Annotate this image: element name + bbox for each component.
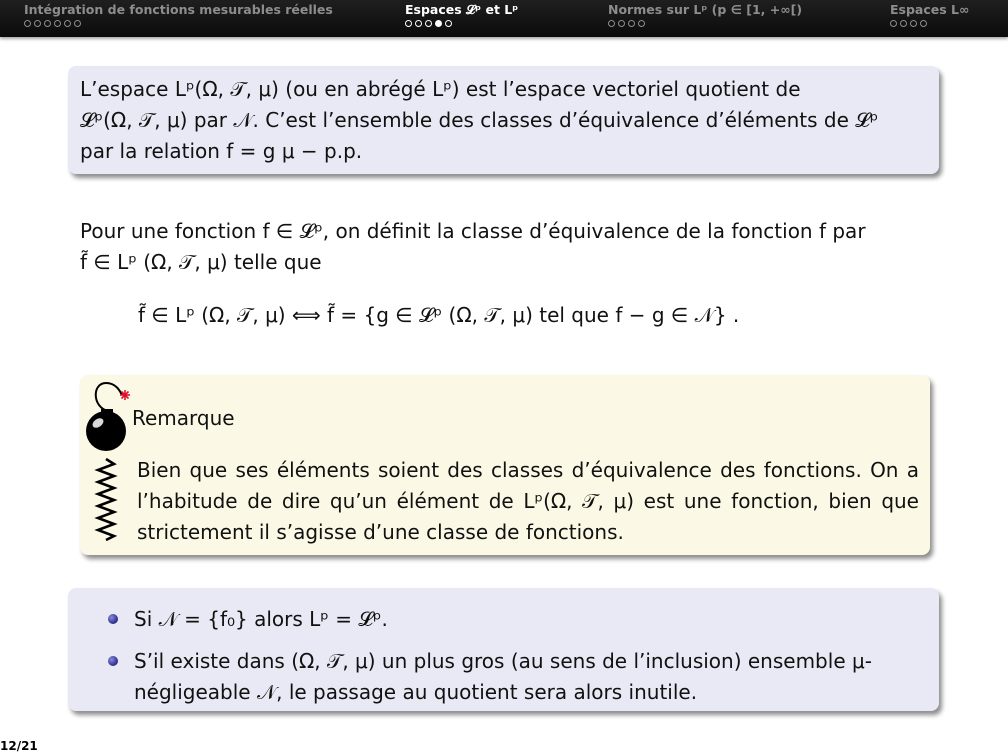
- bullet-list-block: [68, 588, 939, 711]
- list-item-text: S’il existe dans (Ω, 𝒯, μ) un plus gros (au sens de l’inclusion) ensemble μ-négligeable 𝒩, le passage au quotient sera alors inutile.: [134, 649, 872, 704]
- list-item: [108, 646, 908, 708]
- nav-slide-dot[interactable]: [910, 20, 917, 27]
- nav-slide-dot[interactable]: [638, 20, 645, 27]
- nav-section-normes[interactable]: [608, 2, 802, 27]
- nav-section-espaces-linf[interactable]: [890, 2, 969, 27]
- nav-slide-dot[interactable]: [74, 20, 81, 27]
- nav-slide-dot[interactable]: [890, 20, 897, 27]
- nav-slide-dot[interactable]: [64, 20, 71, 27]
- remark-text: Bien que ses éléments soient des classes d’équivalence des fonctions. On a l’habitude de dire qu’un élément de Lᵖ(Ω, 𝒯, μ) est une fonction, bien que strictement il s’agisse d’une classe de fonctions.: [137, 458, 919, 544]
- list-item-text: Si 𝒩 = {f₀} alors Lᵖ = 𝓛ᵖ.: [134, 607, 388, 631]
- nav-slide-dot[interactable]: [415, 20, 422, 27]
- intro-line: f̃ ∈ Lᵖ (Ω, 𝒯, μ) telle que: [80, 250, 322, 274]
- nav-section-title: Normes sur Lᵖ (p ∈ [1, +∞[): [608, 2, 803, 17]
- remark-block: [80, 375, 930, 555]
- nav-current-slide-dot[interactable]: [435, 20, 442, 27]
- bullet-icon: [108, 614, 118, 624]
- nav-section-espaces-lp[interactable]: [405, 2, 518, 27]
- nav-slide-dot[interactable]: [34, 20, 41, 27]
- list-item: [108, 604, 388, 635]
- equivalence-class-equation: f̃ ∈ Lᵖ (Ω, 𝒯, μ) ⟺ f̃ = {g ∈ 𝓛ᵖ (Ω, 𝒯, μ) tel que f − g ∈ 𝒩} .: [138, 303, 740, 327]
- bullet-icon: [108, 656, 118, 666]
- nav-slide-dot[interactable]: [920, 20, 927, 27]
- intro-paragraph: [80, 216, 940, 278]
- remark-title: Remarque: [132, 406, 235, 430]
- definition-text: [80, 74, 932, 167]
- nav-slide-dot[interactable]: [24, 20, 31, 27]
- definition-line: par la relation f = g μ − p.p.: [80, 139, 363, 163]
- nav-slide-dot[interactable]: [44, 20, 51, 27]
- nav-slide-dots: [608, 20, 802, 27]
- definition-block: [68, 66, 939, 174]
- nav-section-integration[interactable]: [24, 2, 333, 27]
- nav-section-title: Espaces L∞: [890, 2, 970, 17]
- nav-slide-dot[interactable]: [445, 20, 452, 27]
- definition-line: L’espace Lᵖ(Ω, 𝒯, μ) (ou en abrégé Lᵖ) est l’espace vectoriel quotient de: [80, 77, 801, 101]
- nav-slide-dots: [24, 20, 333, 27]
- navigation-bar: [0, 0, 1008, 37]
- nav-slide-dot[interactable]: [405, 20, 412, 27]
- nav-slide-dot[interactable]: [628, 20, 635, 27]
- bomb-icon: [82, 373, 132, 545]
- page-number: 12/21: [0, 739, 38, 753]
- nav-slide-dots: [405, 20, 518, 27]
- nav-slide-dot[interactable]: [900, 20, 907, 27]
- nav-slide-dot[interactable]: [608, 20, 615, 27]
- definition-line: 𝓛ᵖ(Ω, 𝒯, μ) par 𝒩. C’est l’ensemble des classes d’équivalence d’éléments de 𝓛ᵖ: [80, 108, 879, 132]
- intro-line: Pour une fonction f ∈ 𝓛ᵖ, on définit la classe d’équivalence de la fonction f par: [80, 219, 866, 243]
- nav-slide-dot[interactable]: [425, 20, 432, 27]
- nav-slide-dot[interactable]: [54, 20, 61, 27]
- nav-section-title: Intégration de fonctions mesurables réelles: [24, 2, 333, 17]
- nav-slide-dot[interactable]: [618, 20, 625, 27]
- nav-slide-dots: [890, 20, 969, 27]
- nav-section-title: Espaces 𝓛ᵖ et Lᵖ: [405, 2, 519, 17]
